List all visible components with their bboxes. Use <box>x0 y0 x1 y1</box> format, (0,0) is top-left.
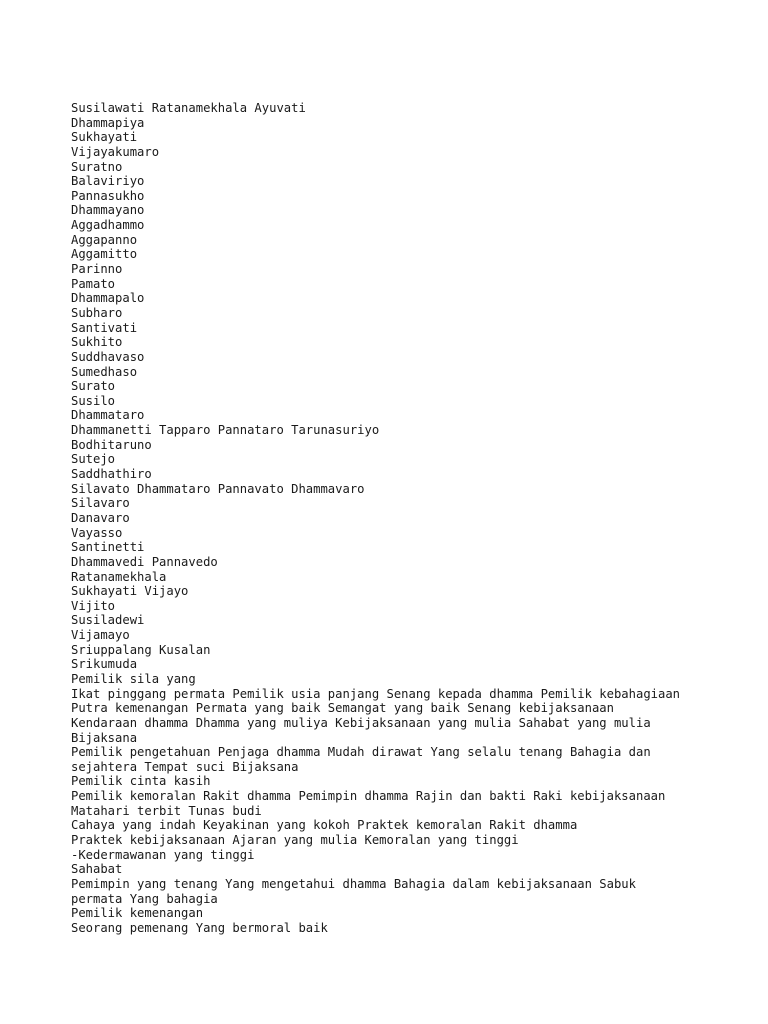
text-line: Parinno <box>71 262 123 277</box>
text-line: Dhammanetti Tapparo Pannataro Tarunasuriyo <box>71 423 380 438</box>
text-line: Kendaraan dhamma Dhamma yang muliya Kebijaksanaan yang mulia Sahabat yang mulia <box>71 715 651 730</box>
text-line: Sukhayati Vijayo <box>71 584 189 599</box>
text-line: Silavato Dhammataro Pannavato Dhammavaro <box>71 481 365 496</box>
text-line: Vijayakumaro <box>71 144 160 159</box>
text-line: Saddhathiro <box>71 467 152 482</box>
text-line: Dhammataro <box>71 408 145 423</box>
text-line: Praktek kebijaksanaan Ajaran yang mulia Kemoralan yang tinggi <box>71 833 519 848</box>
text-line: Ratanamekhala <box>71 569 167 584</box>
text-line: Dhammayano <box>71 203 145 218</box>
text-line: Aggamitto <box>71 247 138 262</box>
text-line: Pemilik sila yang <box>71 671 196 686</box>
text-line: Pemilik cinta kasih <box>71 774 211 789</box>
text-line: Subharo <box>71 305 123 320</box>
text-line: Pemimpin yang tenang Yang mengetahui dhamma Bahagia dalam kebijaksanaan Sabuk <box>71 876 636 891</box>
text-line: Sutejo <box>71 452 116 467</box>
document-body <box>71 101 760 936</box>
text-line: Matahari terbit Tunas budi <box>71 803 262 818</box>
text-line: Dhammavedi Pannavedo <box>71 554 218 569</box>
text-line: Susiladewi <box>71 613 145 628</box>
text-line: Putra kemenangan Permata yang baik Semangat yang baik Senang kebijaksanaan <box>71 701 614 716</box>
text-line: Ikat pinggang permata Pemilik usia panjang Senang kepada dhamma Pemilik kebahagiaan <box>71 686 681 701</box>
text-line: permata Yang bahagia <box>71 891 218 906</box>
text-line: Suratno <box>71 159 123 174</box>
text-line: -Kedermawanan yang tinggi <box>71 847 255 862</box>
text-line: Surato <box>71 379 116 394</box>
text-line: Susilo <box>71 393 116 408</box>
text-line: Pemilik pengetahuan Penjaga dhamma Mudah dirawat Yang selalu tenang Bahagia dan <box>71 745 651 760</box>
text-line: Bodhitaruno <box>71 437 152 452</box>
text-line: Bijaksana <box>71 730 138 745</box>
text-line: Silavaro <box>71 496 130 511</box>
text-line: Sukhayati <box>71 130 138 145</box>
text-line: Pannasukho <box>71 188 145 203</box>
text-line: Aggapanno <box>71 232 138 247</box>
text-line: Sukhito <box>71 335 123 350</box>
text-line: Cahaya yang indah Keyakinan yang kokoh Praktek kemoralan Rakit dhamma <box>71 818 578 833</box>
text-line: Danavaro <box>71 510 130 525</box>
text-line: Sriuppalang Kusalan <box>71 642 211 657</box>
text-line: Pamato <box>71 276 116 291</box>
text-line: Sumedhaso <box>71 364 138 379</box>
text-line: Pemilik kemenangan <box>71 906 204 921</box>
text-line: Vijito <box>71 598 116 613</box>
text-line: Santinetti <box>71 540 145 555</box>
text-line: Balaviriyo <box>71 174 145 189</box>
text-line: Pemilik kemoralan Rakit dhamma Pemimpin dhamma Rajin dan bakti Raki kebijaksanaan <box>71 789 666 804</box>
text-line: Vayasso <box>71 525 123 540</box>
text-line: Vijamayo <box>71 628 130 643</box>
text-line: Aggadhammo <box>71 218 145 233</box>
text-line: Sahabat <box>71 862 123 877</box>
text-line: Santivati <box>71 320 138 335</box>
text-line: Seorang pemenang Yang bermoral baik <box>71 920 328 935</box>
text-line: Susilawati Ratanamekhala Ayuvati <box>71 101 306 115</box>
text-line: Suddhavaso <box>71 349 145 364</box>
text-line: sejahtera Tempat suci Bijaksana <box>71 759 299 774</box>
text-line: Dhammapiya <box>71 115 145 130</box>
text-line: Dhammapalo <box>71 291 145 306</box>
text-line: Srikumuda <box>71 657 138 672</box>
